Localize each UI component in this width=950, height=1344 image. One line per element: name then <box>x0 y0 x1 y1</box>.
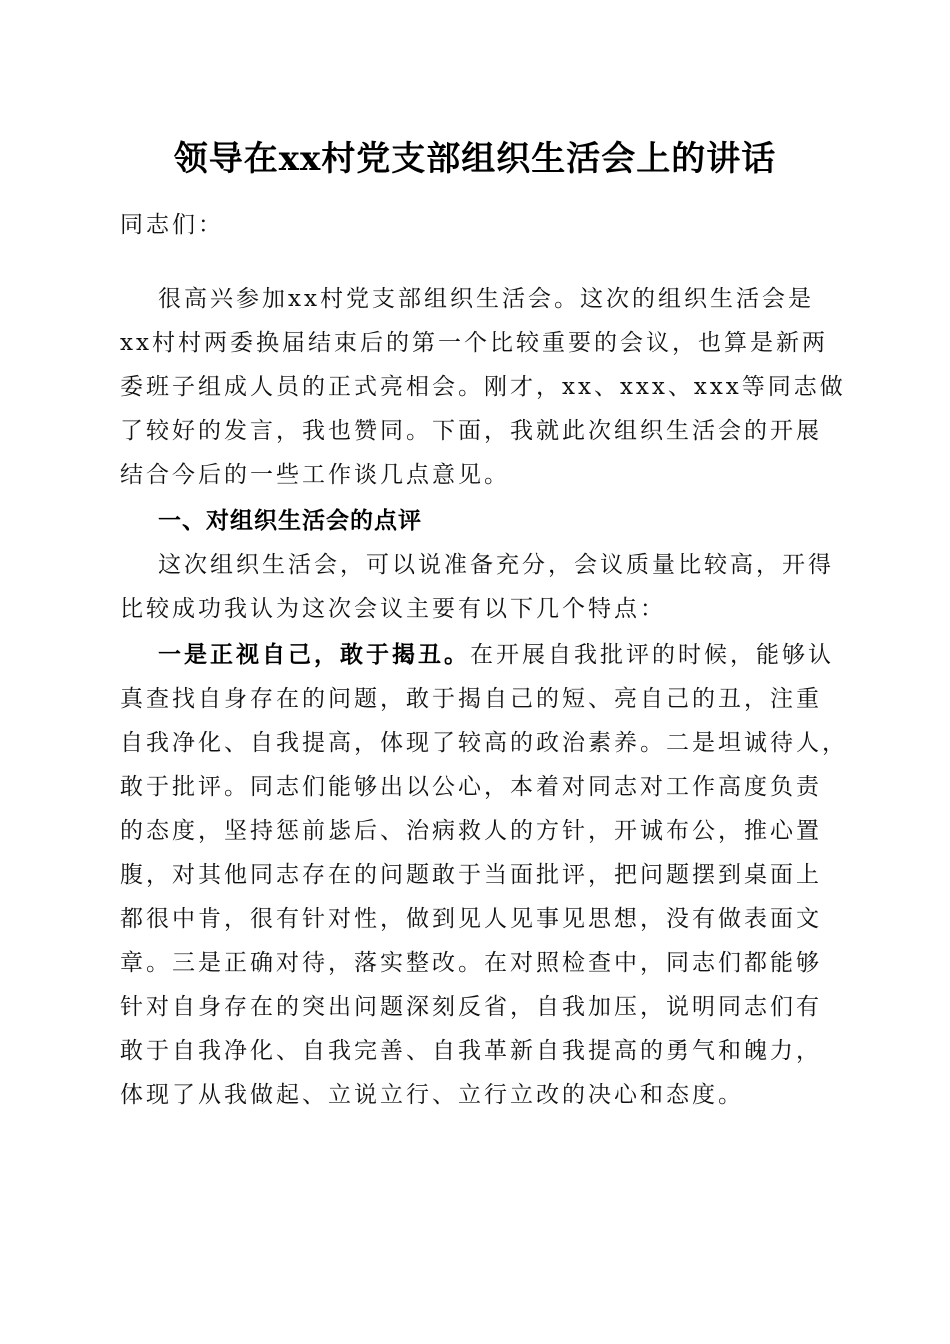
section-line: 这次组织生活会，可以说准备充分，会议质量比较高，开得 <box>158 552 834 578</box>
section-line: 比较成功我认为这次会议主要有以下几个特点： <box>120 596 666 622</box>
point-first-line <box>158 633 834 677</box>
point-first-rest: 在开展自我批评的时候，能够认 <box>470 642 834 668</box>
point-line: 针对自身存在的突出问题深刻反省，自我加压，说明同志们有 <box>120 994 822 1020</box>
salutation: 同志们： <box>120 212 224 238</box>
point-line: 都很中肯，很有针对性，做到见人见事见思想，没有做表面文 <box>120 906 822 932</box>
point-line: 敢于自我净化、自我完善、自我革新自我提高的勇气和魄力， <box>120 1038 822 1064</box>
point-line: 章。三是正确对待，落实整改。在对照检查中，同志们都能够 <box>120 950 822 976</box>
intro-line: 很高兴参加xx村党支部组织生活会。这次的组织生活会是 <box>158 286 814 312</box>
point-line: 敢于批评。同志们能够出以公心，本着对同志对工作高度负责 <box>120 774 822 800</box>
section-heading: 一、对组织生活会的点评 <box>158 508 422 534</box>
intro-line: 了较好的发言，我也赞同。下面，我就此次组织生活会的开展 <box>120 418 822 444</box>
intro-line: 委班子组成人员的正式亮相会。刚才，xx、xxx、xxx等同志做 <box>120 374 846 400</box>
point-line: 真查找自身存在的问题，敢于揭自己的短、亮自己的丑，注重 <box>120 686 822 712</box>
intro-line: 结合今后的一些工作谈几点意见。 <box>120 462 510 488</box>
point-bold-lead: 一是正视自己，敢于揭丑。 <box>158 641 470 668</box>
point-line: 自我净化、自我提高，体现了较高的政治素养。二是坦诚待人， <box>120 730 848 756</box>
intro-line: xx村村两委换届结束后的第一个比较重要的会议，也算是新两 <box>120 330 828 356</box>
document-title: 领导在xx村党支部组织生活会上的讲话 <box>173 139 777 179</box>
point-line: 腹，对其他同志存在的问题敢于当面批评，把问题摆到桌面上 <box>120 862 822 888</box>
point-line: 的态度，坚持惩前毖后、治病救人的方针，开诚布公，推心置 <box>120 818 822 844</box>
point-line: 体现了从我做起、立说立行、立行立改的决心和态度。 <box>120 1082 744 1108</box>
